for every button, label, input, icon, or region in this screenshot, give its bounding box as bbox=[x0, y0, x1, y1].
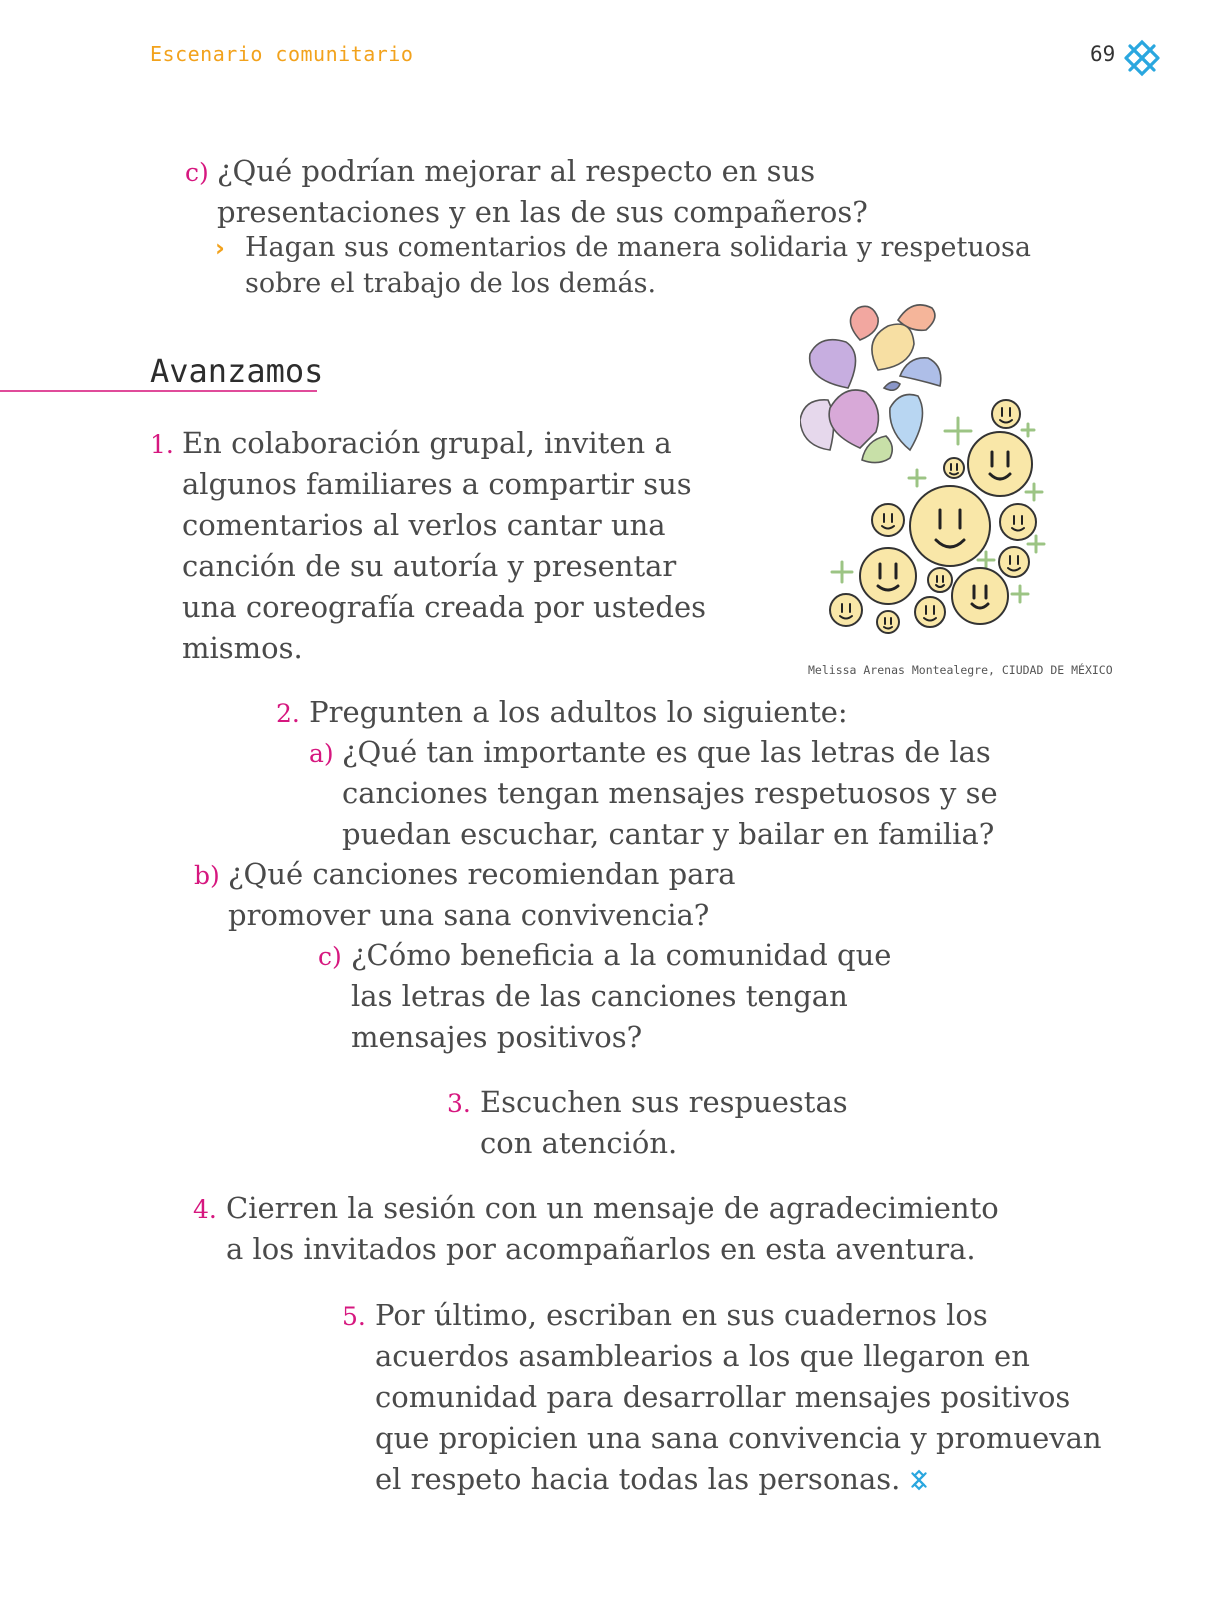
item-5-number bbox=[342, 1295, 366, 1337]
question-b bbox=[228, 854, 736, 936]
end-knot-icon bbox=[908, 1469, 930, 1491]
item-4-text bbox=[226, 1188, 999, 1270]
final-line-text: el respeto hacia todas las personas. bbox=[375, 1462, 901, 1496]
item-label: a) bbox=[309, 739, 334, 768]
item-5-text bbox=[375, 1295, 1102, 1500]
text-line bbox=[375, 1459, 1102, 1500]
question-c-label bbox=[318, 935, 342, 977]
item-1-text bbox=[182, 423, 706, 669]
text-line: sobre el trabajo de los demás. bbox=[245, 268, 657, 299]
text-line: las letras de las canciones tengan bbox=[351, 979, 848, 1013]
question-a-label bbox=[309, 732, 334, 774]
item-label: 4. bbox=[193, 1195, 217, 1224]
section-title: Escenario comunitario bbox=[150, 42, 414, 66]
text-line: En colaboración grupal, inviten a bbox=[182, 426, 672, 460]
text-line: Escuchen sus respuestas bbox=[480, 1085, 848, 1119]
text-line: acuerdos asamblearios a los que llegaron en bbox=[375, 1339, 1030, 1373]
question-c bbox=[351, 935, 891, 1058]
text-line: canciones tengan mensajes respetuosos y se bbox=[342, 776, 998, 810]
item-label: c) bbox=[318, 942, 342, 971]
text-line: ¿Qué canciones recomiendan para bbox=[228, 857, 736, 891]
item-label: c) bbox=[185, 158, 209, 187]
text-line: ¿Qué podrían mejorar al respecto en sus bbox=[217, 154, 816, 188]
item-label: 5. bbox=[342, 1302, 366, 1331]
page-number: 69 bbox=[1090, 42, 1116, 66]
item-3-number bbox=[447, 1082, 471, 1124]
tip-note bbox=[245, 230, 1031, 302]
section-heading: Avanzamos bbox=[150, 352, 324, 390]
prev-question-c-text bbox=[217, 151, 868, 233]
text-line: ¿Qué tan importante es que las letras de las bbox=[342, 735, 991, 769]
item-label: 3. bbox=[447, 1089, 471, 1118]
question-a bbox=[342, 732, 998, 855]
smiling-faces-and-drops-illustration bbox=[800, 300, 1060, 650]
prev-question-c bbox=[185, 151, 209, 193]
text-line: ¿Cómo beneficia a la comunidad que bbox=[351, 938, 892, 972]
item-2 bbox=[276, 692, 848, 734]
tiled-knot-icon bbox=[1122, 38, 1162, 78]
text-line: con atención. bbox=[480, 1126, 678, 1160]
text-line: a los invitados por acompañarlos en esta aventura. bbox=[226, 1232, 976, 1266]
text-line: mensajes positivos? bbox=[351, 1020, 643, 1054]
item-label: 1. bbox=[150, 430, 174, 459]
heading-underline bbox=[0, 390, 317, 392]
item-4-number bbox=[193, 1188, 217, 1230]
item-label: 2. bbox=[276, 699, 300, 728]
item-1-number bbox=[150, 423, 174, 465]
text-line: puedan escuchar, cantar y bailar en familia? bbox=[342, 817, 995, 851]
item-3-text bbox=[480, 1082, 848, 1164]
illustration-credit: Melissa Arenas Montealegre, CIUDAD DE MÉXICO bbox=[808, 663, 1113, 677]
text-line: comunidad para desarrollar mensajes positivos bbox=[375, 1380, 1071, 1414]
item-label: b) bbox=[194, 861, 220, 890]
text-line: comentarios al verlos cantar una bbox=[182, 508, 666, 542]
text-line: Por último, escriban en sus cuadernos los bbox=[375, 1298, 988, 1332]
text-line: promover una sana convivencia? bbox=[228, 898, 710, 932]
text-line: canción de su autoría y presentar bbox=[182, 549, 677, 583]
text-line: algunos familiares a compartir sus bbox=[182, 467, 692, 501]
text-line: que propicien una sana convivencia y promuevan bbox=[375, 1421, 1102, 1455]
text-line: Hagan sus comentarios de manera solidaria y respetuosa bbox=[245, 232, 1031, 263]
question-b-label bbox=[194, 854, 220, 896]
text-line: una coreografía creada por ustedes bbox=[182, 590, 706, 624]
text-line: mismos. bbox=[182, 631, 303, 665]
item-2-text: Pregunten a los adultos lo siguiente: bbox=[309, 695, 848, 729]
text-line: presentaciones y en las de sus compañeros? bbox=[217, 195, 868, 229]
chevron-icon: › bbox=[215, 234, 225, 262]
text-line: Cierren la sesión con un mensaje de agradecimiento bbox=[226, 1191, 999, 1225]
